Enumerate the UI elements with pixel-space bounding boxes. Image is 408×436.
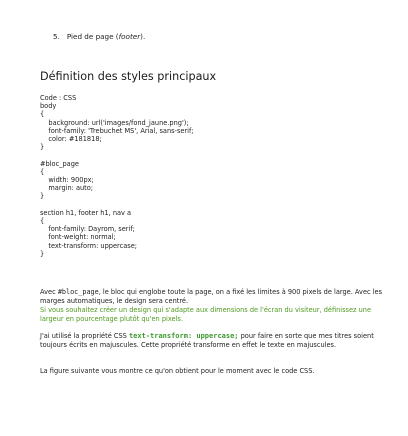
paragraph-suffix: pour faire en sorte que mes titres soient toujours écrits en majuscules. Cette propriété transforme en effet le texte en majuscules. — [40, 332, 374, 349]
paragraph-prefix: Avec — [40, 288, 58, 296]
list-item-text: Pied de page ( — [66, 32, 119, 41]
paragraph-text: , le bloc qui englobe toute la page, on a fixé les limites à 900 pixels de large. Avec les marges automatiques, le design sera centré. — [40, 288, 383, 305]
paragraph-prefix: J'ai utilisé la propriété CSS — [40, 332, 129, 340]
list-item-number: 5. — [53, 32, 60, 41]
list-item-text-end: ). — [140, 32, 146, 41]
list-item-italic: footer — [118, 32, 141, 41]
list-item-footer — [53, 32, 145, 41]
paragraph-text-transform — [40, 332, 385, 350]
paragraph-bloc-page — [40, 288, 385, 324]
css-code-block: Code : CSS body { background: url('images/fond_jaune.png'); font-family: 'Trebuchet MS', Arial, sans-serif; color: #181818; } #bloc_page { width: 900px; margin: auto; } section h1, footer h1, nav a { font-family: Dayrom, serif; font-weight: normal; text-transform: uppercase; } — [40, 94, 194, 258]
section-heading: Définition des styles principaux — [40, 70, 217, 83]
paragraph-figure-intro: La figure suivante vous montre ce qu'on obtient pour le moment avec le code CSS. — [40, 367, 315, 375]
green-tip-text: Si vous souhaitez créer un design qui s'adapte aux dimensions de l'écran du visiteur, définissez une largeur en pourcentage plutôt qu'en pixels. — [40, 306, 372, 323]
inline-code-bloc-page: #bloc_page — [57, 288, 99, 296]
inline-code-text-transform: text-transform: uppercase; — [128, 332, 239, 340]
